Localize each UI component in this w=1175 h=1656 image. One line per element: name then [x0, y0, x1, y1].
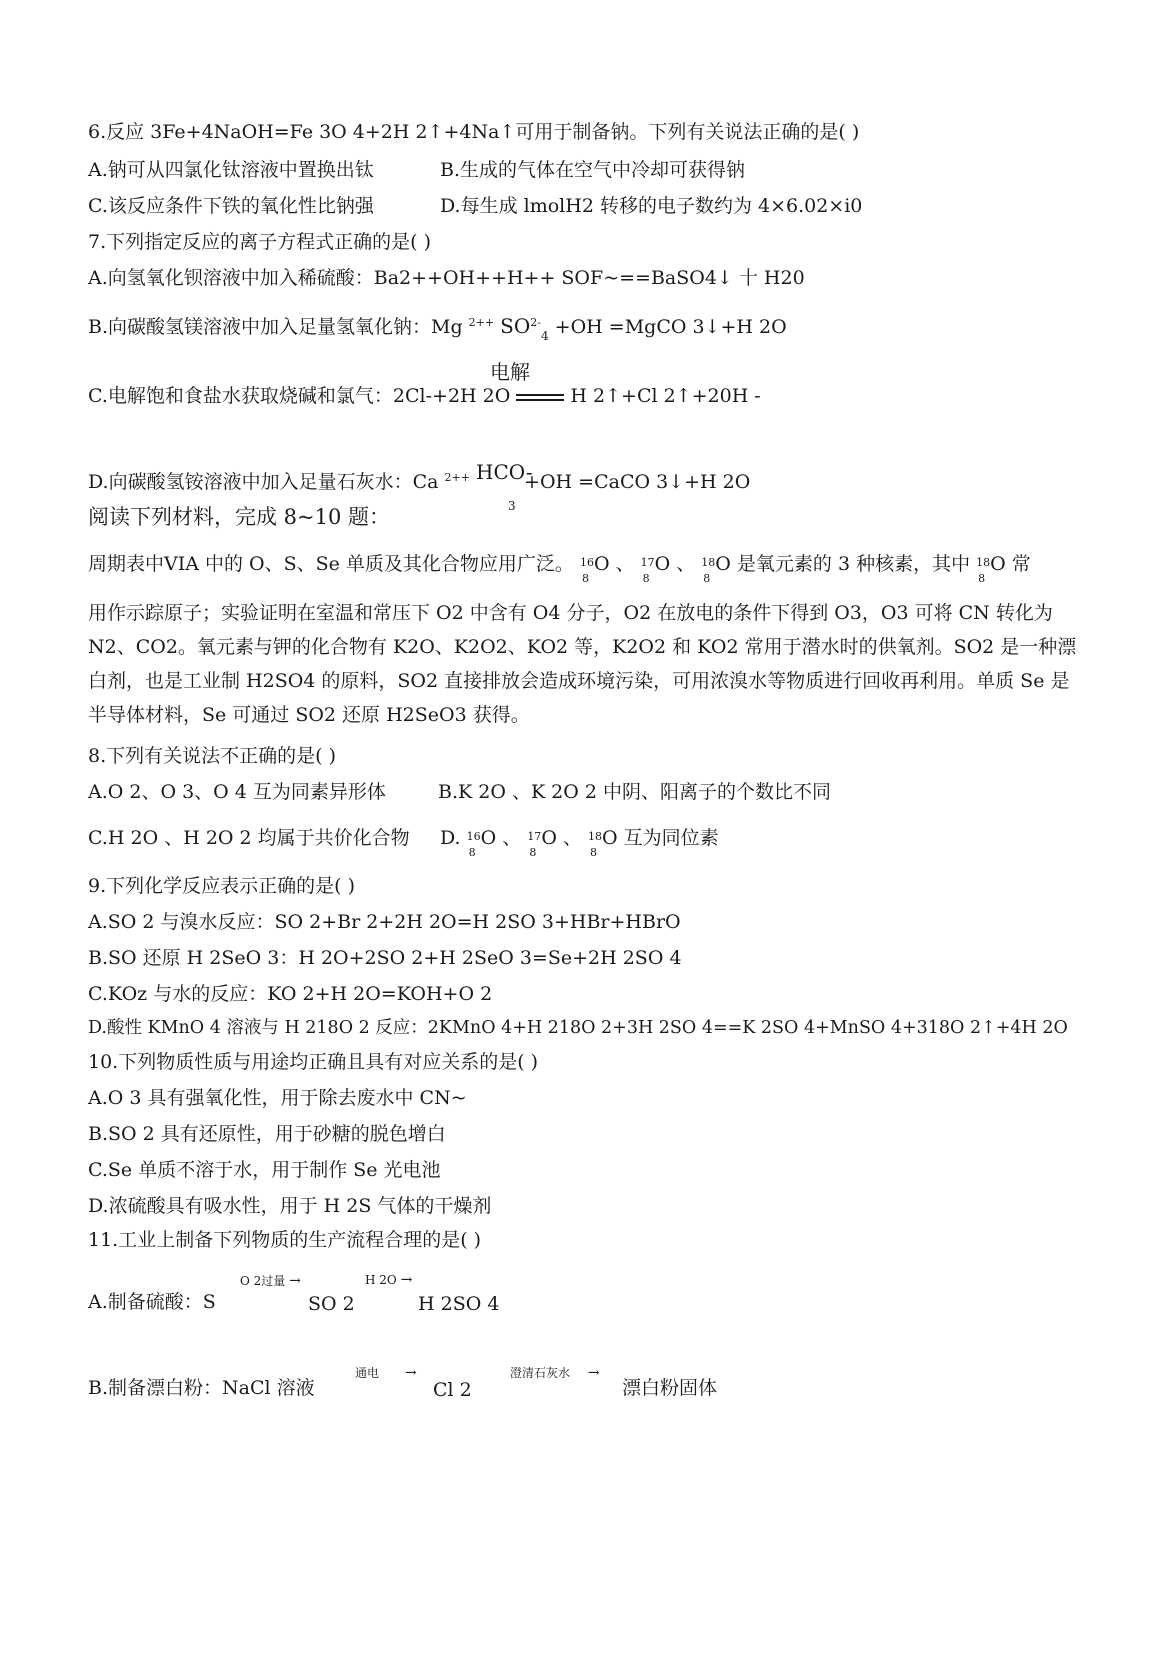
q8-option-d: D. 16 8 O 、 17 8 O 、 18 8 O 互为同位素	[440, 827, 719, 859]
q7-b-rest: +OH =MgCO 3↓+H 2O	[554, 316, 787, 338]
q7-c-text: C.电解饱和食盐水获取烧碱和氯气：2Cl-+2H 2O	[88, 385, 511, 407]
q6-stem: 6.反应 3Fe+4NaOH=Fe 3O 4+2H 2↑+4Na↑可用于制备钠。下列有关说法正确的是( )	[88, 121, 860, 143]
q7-b-ion: $SO^{2-}_4$	[500, 314, 549, 343]
q11-b-cond2: 澄清石灰水 →	[510, 1365, 600, 1381]
q7-b-charge: 2++	[468, 316, 495, 329]
arrow-right-icon: →	[289, 1273, 301, 1289]
q8-option-c: C.H 2O 、H 2O 2 均属于共价化合物	[88, 827, 410, 849]
arrow-right-icon: →	[587, 1365, 600, 1381]
q11-a-cond2: H 2O →	[365, 1272, 413, 1288]
q10-stem: 10.下列物质性质与用途均正确且具有对应关系的是( )	[88, 1051, 539, 1073]
q7-b-text: B.向碳酸氢镁溶液中加入足量氢氧化钠：Mg	[88, 316, 463, 338]
reading-title: 阅读下列材料，完成 8~10 题：	[88, 505, 391, 529]
q11-stem: 11.工业上制备下列物质的生产流程合理的是( )	[88, 1229, 482, 1251]
q6-option-b: B.生成的气体在空气中冷却可获得钠	[440, 159, 746, 181]
q10-option-d: D.浓硫酸具有吸水性，用于 H 2S 气体的干燥剂	[88, 1195, 492, 1217]
reading-p1: 周期表中VIA 中的 O、S、Se 单质及其化合物应用广泛。 16 8 O 、 17 8 O 、 18 8 O 是氧元素的 3 种核素，其中 18 8 O 常	[88, 553, 1031, 585]
q10-option-b: B.SO 2 具有还原性，用于砂糖的脱色增白	[88, 1123, 446, 1145]
reading-p2: 用作示踪原子；实验证明在室温和常压下 O2 中含有 O4 分子，O2 在放电的条件下得到 O3，O3 可将 CN 转化为 N2、CO2。氧元素与钾的化合物有 K2O、K2O2、KO2 等，K2O2 和 KO2 常用于潜水时的供氧剂。SO2 是一种漂白剂，也是工业制 H2SO4 的原料，SO2 直接排放会造成环境污染，可用浓溴水等物质进行回收再利用。单质 Se 是半导体材料，Se 可通过 SO2 还原 H2SeO3 获得。	[88, 602, 1077, 726]
q7-c-condition: 电解	[490, 360, 530, 384]
q7-c-equals-sign	[516, 394, 564, 401]
q11-a-end: H 2SO 4	[418, 1293, 500, 1315]
q11-b-mid: Cl 2	[433, 1379, 472, 1401]
q10-option-a: A.O 3 具有强氧化性，用于除去废水中 CN~	[88, 1087, 467, 1109]
q8-option-b: B.K 2O 、K 2O 2 中阴、阳离子的个数比不同	[438, 781, 832, 803]
q6-option-a: A.钠可从四氯化钛溶液中置换出钛	[88, 159, 374, 181]
q7-d-text: D.向碳酸氢铵溶液中加入足量石灰水：Ca	[88, 471, 439, 493]
q11-b-end: 漂白粉固体	[622, 1377, 718, 1399]
arrow-right-icon: →	[404, 1365, 417, 1381]
q7-option-b	[88, 314, 787, 342]
q9-option-a: A.SO 2 与溴水反应：SO 2+Br 2+2H 2O=H 2SO 3+HBr+HBrO	[88, 911, 681, 933]
q9-option-d: D.酸性 KMnO 4 溶液与 H 218O 2 反应：2KMnO 4+H 218O 2+3H 2SO 4==K 2SO 4+MnSO 4+318O 2↑+4H 2O	[88, 1018, 1068, 1038]
q10-option-c: C.Se 单质不溶于水，用于制作 Se 光电池	[88, 1159, 441, 1181]
q7-option-a: A.向氢氧化钡溶液中加入稀硫酸：Ba2++OH++H++ SOF~==BaSO4↓ 十 H20	[88, 267, 805, 289]
q7-c-rest: H 2↑+Cl 2↑+20H -	[570, 385, 761, 407]
q8-option-a: A.O 2、O 3、O 4 互为同素异形体	[88, 781, 386, 803]
q7-option-d: D.向碳酸氢铵溶液中加入足量石灰水：Ca $^{2++}$ HCO- 3 +OH =CaCO 3↓+H 2O	[88, 460, 751, 513]
q9-option-b: B.SO 还原 H 2SeO 3：H 2O+2SO 2+H 2SeO 3=Se+2H 2SO 4	[88, 947, 682, 969]
q11-a-mid: SO 2	[308, 1293, 355, 1315]
q11-b-label: B.制备漂白粉：NaCl 溶液	[88, 1377, 315, 1399]
arrow-right-icon: →	[400, 1272, 413, 1288]
q11-a-cond1: O 2过量 →	[240, 1273, 301, 1289]
q6-option-c: C.该反应条件下铁的氧化性比钠强	[88, 195, 374, 217]
q9-option-c: C.KOz 与水的反应：KO 2+H 2O=KOH+O 2	[88, 983, 493, 1005]
q7-option-c	[88, 384, 761, 408]
q7-d-rest: +OH =CaCO 3↓+H 2O	[524, 471, 751, 493]
q8-stem: 8.下列有关说法不正确的是( )	[88, 745, 336, 767]
q11-a-label: A.制备硫酸：S	[88, 1291, 216, 1313]
q6-option-d: D.每生成 lmolH2 转移的电子数约为 4×6.02×i0	[440, 195, 863, 217]
q7-stem: 7.下列指定反应的离子方程式正确的是( )	[88, 231, 431, 253]
q7-d-charge: 2++	[444, 471, 470, 484]
q9-stem: 9.下列化学反应表示正确的是( )	[88, 875, 355, 897]
q11-b-cond1: 通电 →	[355, 1365, 417, 1381]
q7-d-ion: HCO-	[476, 460, 533, 484]
